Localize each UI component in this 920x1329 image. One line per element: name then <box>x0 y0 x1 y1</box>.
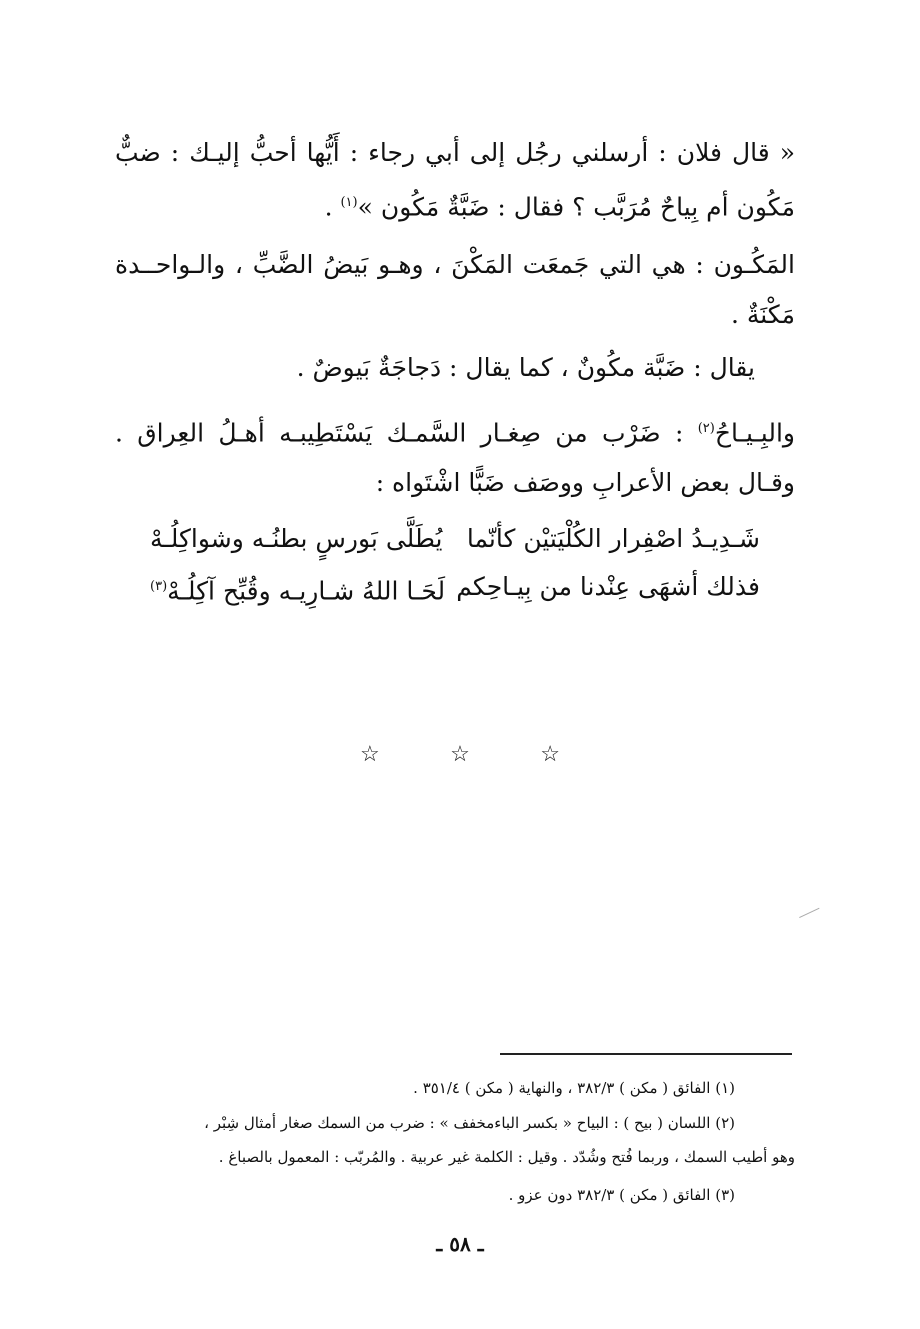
paragraph-quote-text: « قال فلان : أرسلني رجُل إلى أبي رجاء : أَيُّها أحبُّ إليـك : ضبٌّ مَكُون أم بِياحٌ مُرَبَّب ؟ فقال : ضَبَّةٌ مَكُون » <box>115 138 795 222</box>
paragraph-quote <box>115 128 795 232</box>
poem <box>150 515 760 611</box>
paragraph-definition: المَكُـون : هي التي جَمعَت المَكْنَ ، وهـو بَيضُ الضَّبِّ ، والـواحــدة مَكْنَةٌ . <box>115 250 795 329</box>
footnote-ref-1[interactable]: (١) <box>340 195 358 210</box>
poem-hemistich-first: شَـدِيـدُ اصْفِرار الكُلْيَتيْن كأنّما <box>466 524 760 553</box>
paragraph-quote-end: . <box>324 192 341 222</box>
poem-verse <box>150 563 760 611</box>
poem-hemistich-second-text: لَحَـا اللهُ شـارِيـه وقُبِّح آكِلُـهْ <box>167 576 446 606</box>
paragraph-example: يقال : ضَبَّة مكُونٌ ، كما يقال : دَجاجَةٌ بَيوضٌ . <box>296 353 755 382</box>
star-icon: ☆ <box>360 742 380 767</box>
footnote-divider <box>500 1053 792 1055</box>
footnote-1: (١) الفائق ( مكن ) ٣٨٢/٣ ، والنهاية ( مكن ) ٣٥١/٤ . <box>413 1079 735 1097</box>
page-number: ـ ٥٨ ـ <box>436 1232 484 1256</box>
footnote-2: (٢) اللسان ( بيح ) : البياح « بكسر الباءمخفف » : ضرب من السمك صغار أمثال شِبْر ، <box>204 1114 735 1132</box>
footnote-3: (٣) الفائق ( مكن ) ٣٨٢/٣ دون عزو . <box>508 1186 735 1204</box>
paragraph-bayah <box>115 404 795 508</box>
footnote-ref-2[interactable]: (٢) <box>697 421 715 436</box>
star-icon: ☆ <box>450 742 470 767</box>
footnote-2-continued: وهو أطيب السمك ، وربما فُتح وشُدّد . وقيل : الكلمة غير عربية . والمُربّب : المعمول بالصباغ . <box>218 1148 795 1166</box>
paragraph-bayah-start: والبِـيـاحُ <box>714 418 795 448</box>
poem-hemistich-second <box>150 563 445 611</box>
star-icon: ☆ <box>540 742 560 767</box>
footnote-ref-3[interactable]: (٣) <box>150 579 168 594</box>
paragraph-bayah-rest: : ضَرْب من صِغـار السَّمـك يَسْتَطِيبـه أهـلُ العِراق . وقـال بعض الأعرابِ ووصَف ضَبًّا اشْتَواه : <box>115 418 795 498</box>
scan-mark <box>799 908 823 925</box>
poem-hemistich-first: فذلك أشهَى عِنْدنا من بِيـاحِكم <box>456 572 760 601</box>
section-separator <box>360 742 560 767</box>
poem-verse <box>150 515 760 563</box>
poem-hemistich-second: يُطَلَّى بَورسٍ بطنُـه وشواكِلُـهْ <box>150 524 443 553</box>
